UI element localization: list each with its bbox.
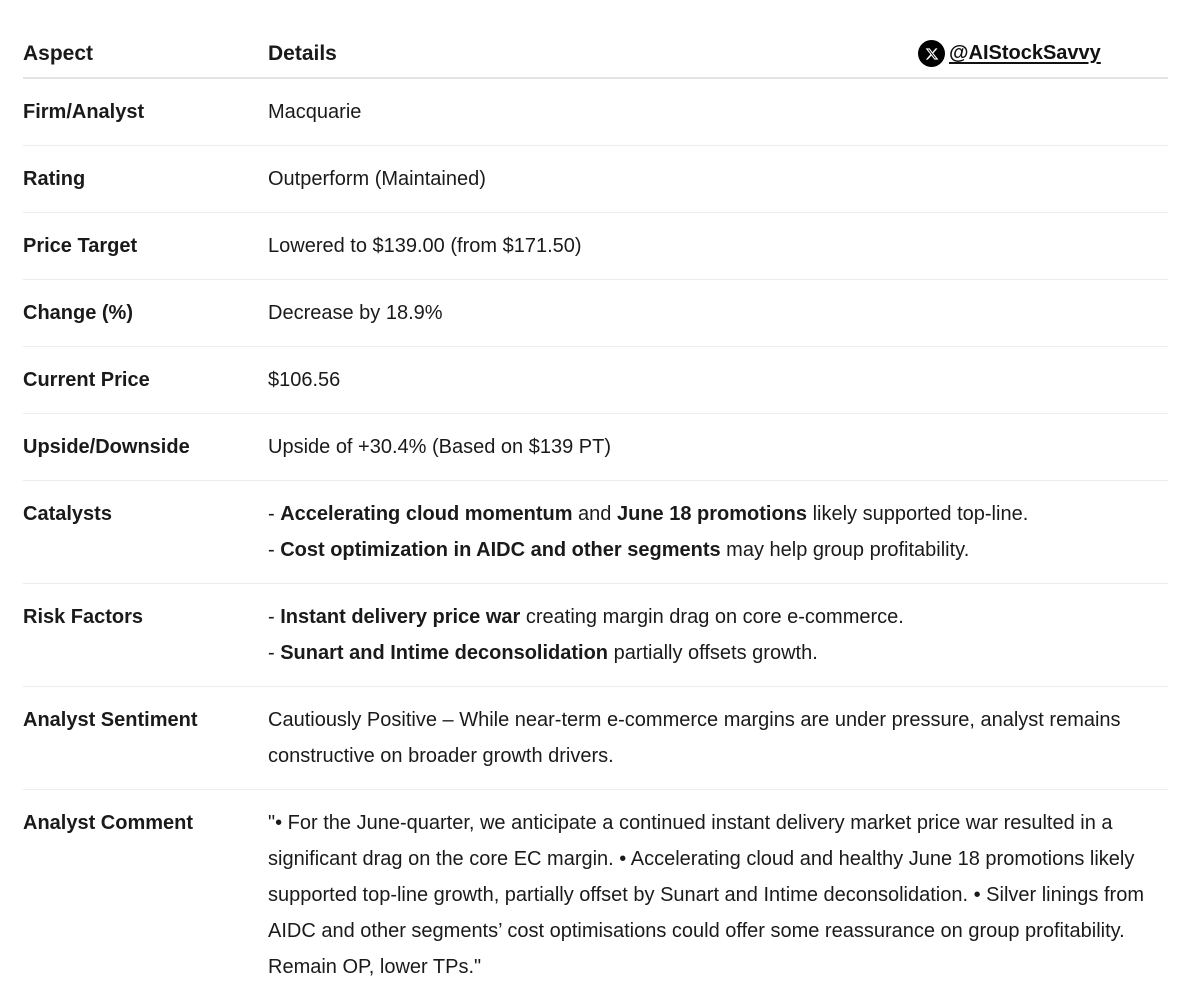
row-aspect: Analyst Comment	[23, 812, 194, 834]
table-header	[23, 30, 1168, 79]
row-aspect: Risk Factors	[23, 606, 144, 628]
row-details: "• For the June-quarter, we anticipate a continued instant delivery market price war resulted in a significant drag on the core EC margin. • Accelerating cloud and healthy June 18 promotions likely supported top-line growth, partially offset by Sunart and Intime deconsolidation. • Silver linings from AIDC and other segments’ cost optimisations could offer some reassurance on group profitability. Remain OP, lower TPs."	[268, 812, 1144, 978]
row-details: Cautiously Positive – While near-term e-commerce margins are under pressure, analyst remains constructive on broader growth drivers.	[268, 709, 1121, 767]
risk-line: - Sunart and Intime deconsolidation partially offsets growth.	[268, 642, 818, 664]
author-handle-link[interactable]	[918, 40, 1101, 67]
row-aspect: Firm/Analyst	[23, 101, 145, 123]
row-details: Macquarie	[268, 101, 362, 123]
header-aspect: Aspect	[23, 42, 94, 65]
catalyst-line: - Accelerating cloud momentum and June 18 promotions likely supported top-line.	[268, 503, 1029, 525]
row-details	[268, 496, 1168, 583]
risk-line: - Instant delivery price war creating margin drag on core e-commerce.	[268, 606, 904, 628]
row-details: Upside of +30.4% (Based on $139 PT)	[268, 436, 611, 458]
x-logo-icon	[918, 40, 945, 67]
row-details: Outperform (Maintained)	[268, 168, 486, 190]
row-details: $106.56	[268, 369, 341, 391]
table-row-comment	[23, 790, 1168, 985]
row-aspect: Change (%)	[23, 302, 133, 324]
catalyst-line: - Cost optimization in AIDC and other segments may help group profitability.	[268, 539, 970, 561]
table-row	[23, 280, 1168, 347]
row-details: Decrease by 18.9%	[268, 302, 443, 324]
analyst-summary-table	[23, 30, 1168, 985]
table-row	[23, 347, 1168, 414]
row-aspect: Current Price	[23, 369, 150, 391]
table-row	[23, 414, 1168, 481]
row-aspect: Upside/Downside	[23, 436, 190, 458]
row-aspect: Rating	[23, 168, 86, 190]
table-row	[23, 79, 1168, 146]
row-aspect: Price Target	[23, 235, 138, 257]
table-row	[23, 146, 1168, 213]
table-row-risks	[23, 584, 1168, 687]
table-row	[23, 213, 1168, 280]
row-details	[268, 599, 1168, 686]
header-details: Details	[268, 42, 337, 65]
table-row-sentiment	[23, 687, 1168, 790]
table-row-catalysts	[23, 481, 1168, 584]
row-details: Lowered to $139.00 (from $171.50)	[268, 235, 582, 257]
row-aspect: Analyst Sentiment	[23, 709, 198, 731]
author-handle-text[interactable]: @AIStockSavvy	[949, 42, 1101, 64]
row-aspect: Catalysts	[23, 503, 112, 525]
